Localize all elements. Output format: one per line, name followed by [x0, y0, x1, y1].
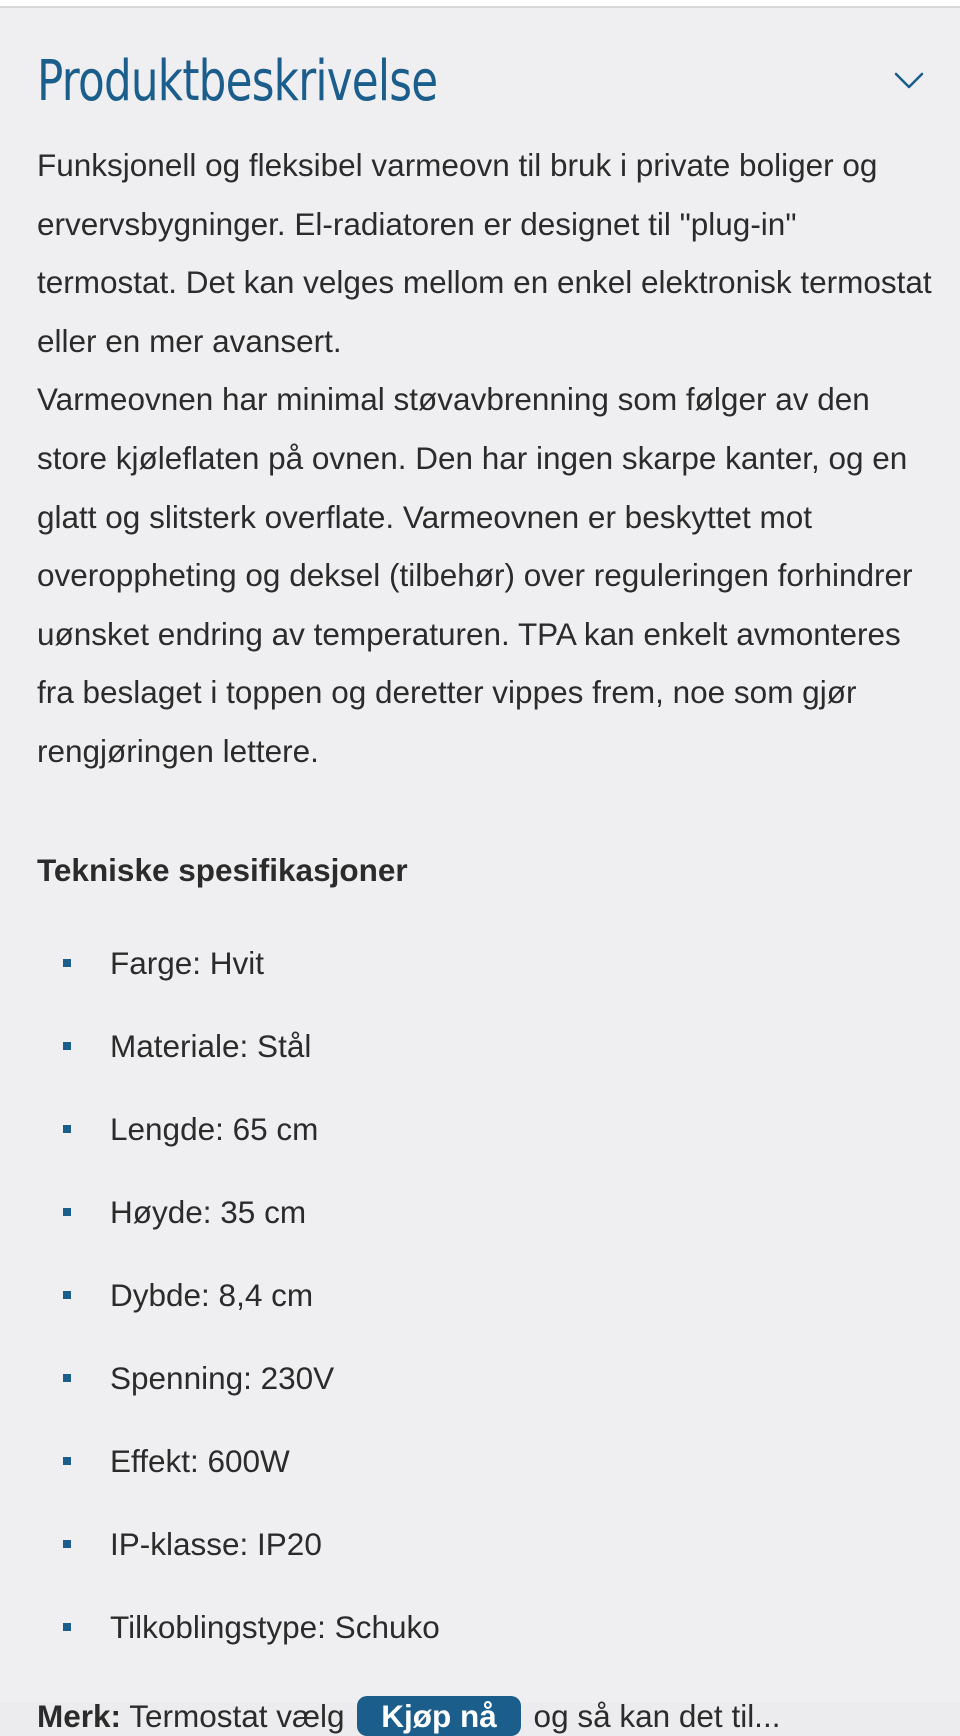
- list-item: IP-klasse: IP20: [37, 1509, 927, 1592]
- square-bullet-icon: [63, 1042, 71, 1050]
- square-bullet-icon: [63, 959, 71, 967]
- list-item: Lengde: 65 cm: [37, 1094, 927, 1177]
- section-title: Produktbeskrivelse: [37, 49, 438, 114]
- list-item: Dybde: 8,4 cm: [37, 1260, 927, 1343]
- square-bullet-icon: [63, 1125, 71, 1133]
- top-divider: [0, 0, 960, 8]
- note-lead: Merk:: [37, 1698, 122, 1734]
- square-bullet-icon: [63, 1208, 71, 1216]
- square-bullet-icon: [63, 1540, 71, 1548]
- section-header[interactable]: [37, 44, 927, 120]
- square-bullet-icon: [63, 1291, 71, 1299]
- square-bullet-icon: [63, 1374, 71, 1382]
- specs-list: [37, 928, 927, 1675]
- chevron-down-icon[interactable]: [893, 68, 925, 92]
- square-bullet-icon: [63, 1623, 71, 1631]
- list-item: Høyde: 35 cm: [37, 1177, 927, 1260]
- list-item: Spenning: 230V: [37, 1343, 927, 1426]
- product-description-section: [0, 8, 960, 1734]
- list-item: Tilkoblingstype: Schuko: [37, 1592, 927, 1675]
- list-item: Effekt: 600W: [37, 1426, 927, 1509]
- buy-now-link[interactable]: Kjøp nå: [357, 1696, 521, 1736]
- square-bullet-icon: [63, 1457, 71, 1465]
- list-item: Materiale: Stål: [37, 1011, 927, 1094]
- footer-note: [37, 1696, 937, 1736]
- note-text: og så kan det til...: [524, 1698, 781, 1734]
- description-paragraph: Funksjonell og fleksibel varmeovn til bruk i private boliger og ervervsbygninger. El-radiatoren er designet til "plug-in" termostat. Det kan velges mellom en enkel elektronisk termostat eller en mer avansert.: [37, 147, 932, 359]
- product-description-text: [37, 136, 937, 781]
- specs-heading: Tekniske spesifikasjoner: [37, 852, 408, 888]
- description-paragraph: Varmeovnen har minimal støvavbrenning som følger av den store kjøleflaten på ovnen. Den har ingen skarpe kanter, og en glatt og slitsterk overflate. Varmeovnen er beskyttet mot overoppheting og deksel (tilbehør) over reguleringen forhindrer uønsket endring av temperaturen. TPA kan enkelt avmonteres fra beslaget i toppen og deretter vippes frem, noe som gjør rengjøringen lettere.: [37, 381, 913, 769]
- list-item: Farge: Hvit: [37, 928, 927, 1011]
- note-text: Termostat vælg: [121, 1698, 354, 1734]
